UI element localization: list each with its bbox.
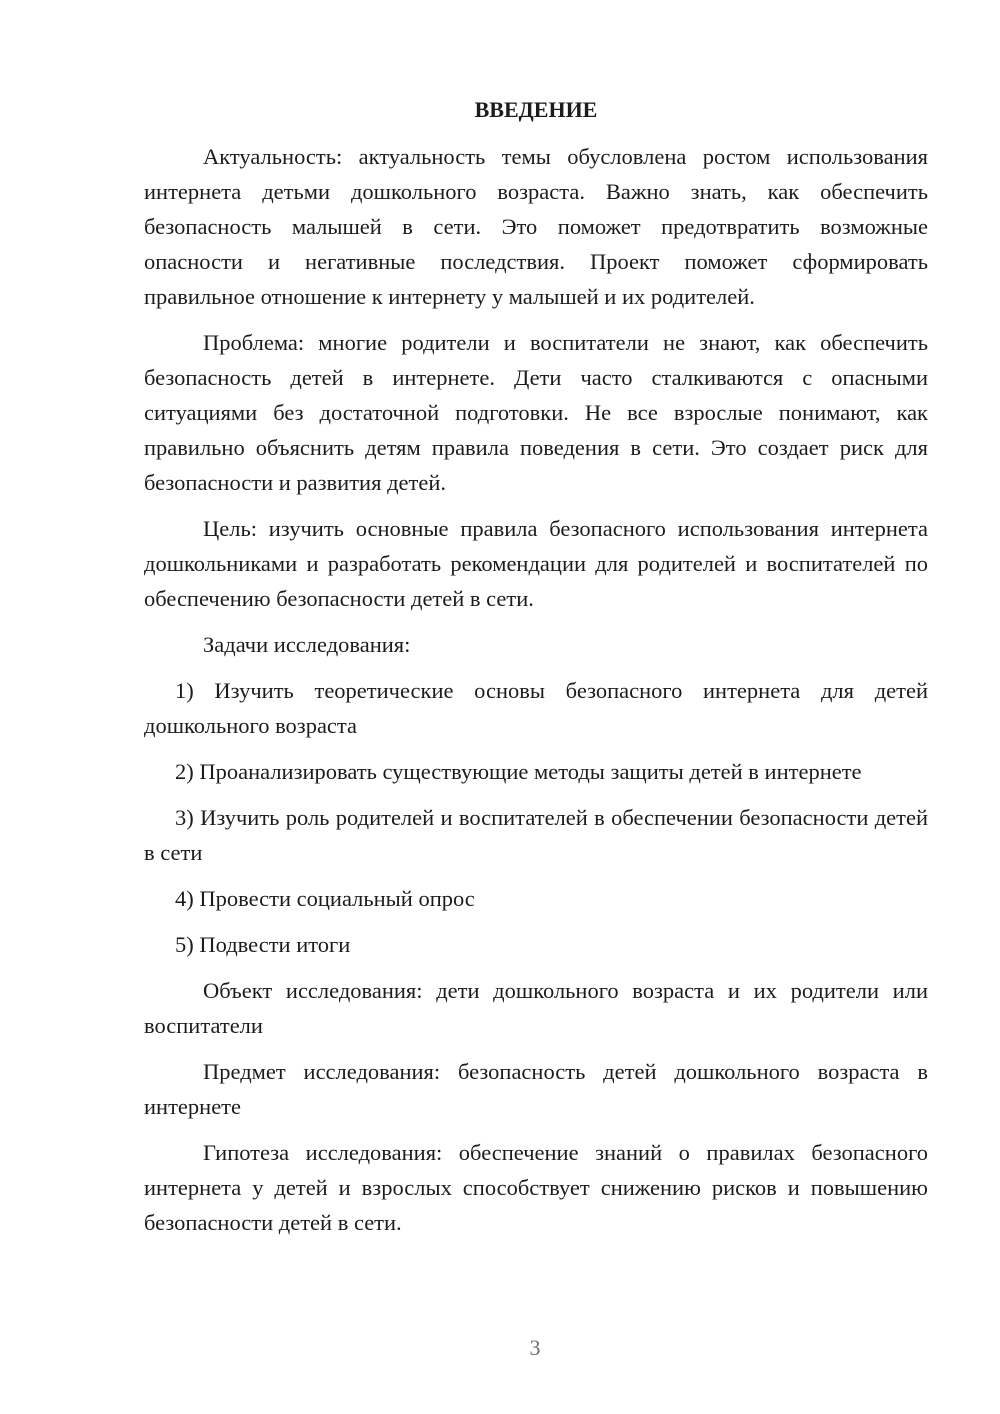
page-content: [144, 92, 928, 1251]
list-item-task-3: 3) Изучить роль родителей и воспитателей в обеспечении безопасности детей в сети: [144, 805, 928, 865]
page-number: 3: [529, 1335, 541, 1360]
paragraph-problem: Проблема: многие родители и воспитатели не знают, как обеспечить безопасность детей в интернете. Дети часто сталкиваются с опасными ситуациями без достаточной подготовки. Не все взрослые понимают, как правильно объяснить детям правила поведения в сети. Это создает риск для безопасности и развития детей.: [144, 330, 928, 495]
list-item-task-1: 1) Изучить теоретические основы безопасного интернета для детей дошкольного возраста: [144, 678, 928, 738]
list-item-task-4: 4) Провести социальный опрос: [175, 886, 475, 911]
paragraph-relevance: Актуальность: актуальность темы обусловлена ростом использования интернета детьми дошкольного возраста. Важно знать, как обеспечить безопасность малышей в сети. Это поможет предотвратить возможные опасности и негативные последствия. Проект поможет сформировать правильное отношение к интернету у малышей и их родителей.: [144, 144, 928, 309]
paragraph-hypothesis: Гипотеза исследования: обеспечение знаний о правилах безопасного интернета у детей и взрослых способствует снижению рисков и повышению безопасности детей в сети.: [144, 1140, 928, 1235]
paragraph-subject: Предмет исследования: безопасность детей дошкольного возраста в интернете: [144, 1059, 928, 1119]
list-item-task-5: 5) Подвести итоги: [175, 932, 351, 957]
list-item-task-2: 2) Проанализировать существующие методы защиты детей в интернете: [175, 759, 862, 784]
page-title: ВВЕДЕНИЕ: [474, 97, 598, 122]
tasks-heading: Задачи исследования:: [203, 632, 411, 657]
paragraph-goal: Цель: изучить основные правила безопасного использования интернета дошкольниками и разработать рекомендации для родителей и воспитателей по обеспечению безопасности детей в сети.: [144, 516, 928, 611]
paragraph-object: Объект исследования: дети дошкольного возраста и их родители или воспитатели: [144, 978, 928, 1038]
tasks-list: [144, 673, 928, 962]
